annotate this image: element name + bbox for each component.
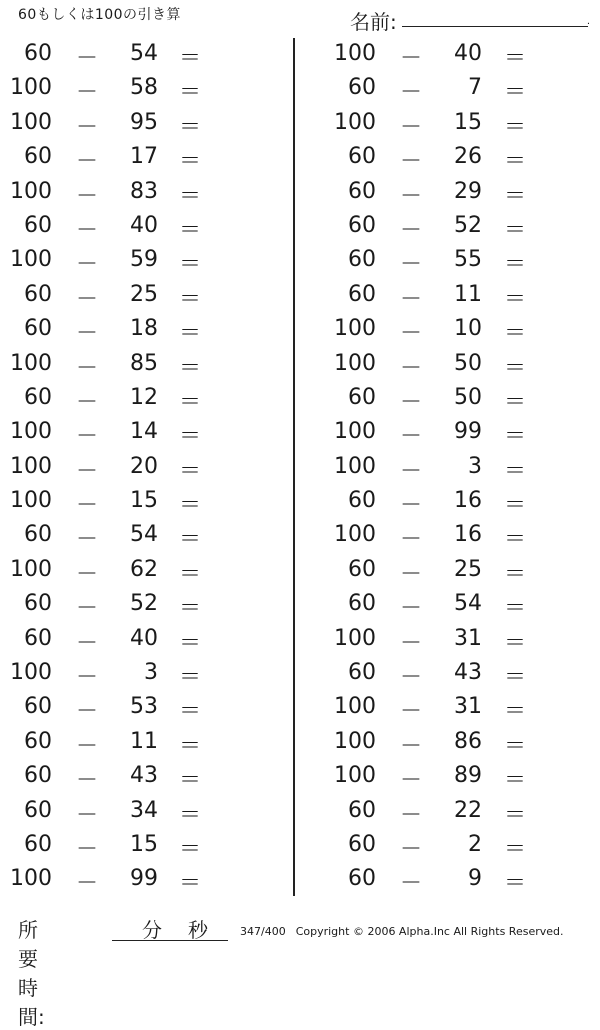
minuend: 60: [24, 212, 52, 238]
problem-row: [0, 243, 290, 277]
minus-sign: －: [76, 183, 99, 209]
minuend: 60: [24, 522, 52, 548]
minuend: 100: [334, 625, 376, 651]
seconds-unit: 秒: [188, 918, 208, 942]
equals-sign: ＝: [503, 183, 526, 209]
minuend: 100: [334, 453, 376, 479]
problem-row: [0, 725, 290, 759]
minuend: 100: [334, 109, 376, 135]
subtrahend: 18: [130, 316, 158, 342]
equals-sign: ＝: [178, 252, 201, 278]
problem-row: [0, 140, 290, 174]
minuend: 60: [348, 831, 376, 857]
minuend: 100: [10, 109, 52, 135]
equals-sign: ＝: [178, 46, 201, 71]
time-label: 所要時間:: [18, 918, 45, 1029]
problem-row: [300, 690, 600, 724]
name-underline[interactable]: [402, 26, 588, 27]
problem-row: [0, 381, 290, 415]
minus-sign: －: [76, 527, 99, 553]
subtrahend: 17: [130, 144, 158, 170]
problem-row: [300, 312, 600, 346]
subtrahend: 10: [454, 316, 482, 342]
equals-sign: ＝: [503, 527, 526, 553]
subtrahend: 85: [130, 350, 158, 376]
subtrahend: 43: [130, 763, 158, 789]
minutes-unit: 分: [142, 918, 162, 942]
time-underline[interactable]: [112, 940, 228, 941]
problem-row: [300, 450, 600, 484]
minuend: 60: [24, 144, 52, 170]
minus-sign: －: [400, 527, 423, 553]
equals-sign: ＝: [178, 561, 201, 587]
equals-sign: ＝: [503, 424, 526, 450]
problem-row: [0, 759, 290, 793]
minuend: 60: [24, 763, 52, 789]
subtrahend: 62: [130, 556, 158, 582]
subtrahend: 25: [454, 556, 482, 582]
minus-sign: －: [400, 321, 423, 347]
minuend: 60: [24, 316, 52, 342]
equals-sign: ＝: [178, 286, 201, 312]
minus-sign: －: [76, 321, 99, 347]
equals-sign: ＝: [503, 733, 526, 759]
problem-row: [300, 484, 600, 518]
subtrahend: 54: [130, 41, 158, 66]
minus-sign: －: [76, 217, 99, 243]
subtrahend: 31: [454, 694, 482, 720]
minus-sign: －: [76, 630, 99, 656]
minuend: 100: [334, 316, 376, 342]
subtrahend: 99: [454, 419, 482, 445]
equals-sign: ＝: [503, 217, 526, 243]
equals-sign: ＝: [178, 665, 201, 691]
minuend: 100: [334, 41, 376, 66]
problem-row: [300, 37, 600, 71]
subtrahend: 3: [468, 453, 482, 479]
equals-sign: ＝: [178, 802, 201, 828]
minus-sign: －: [76, 665, 99, 691]
subtrahend: 52: [454, 212, 482, 238]
minus-sign: －: [76, 596, 99, 622]
subtrahend: 14: [130, 419, 158, 445]
minus-sign: －: [400, 286, 423, 312]
problem-row: [0, 587, 290, 621]
problem-row: [300, 862, 600, 896]
page-number: 347/400: [240, 925, 286, 938]
subtrahend: 40: [454, 41, 482, 66]
equals-sign: ＝: [503, 561, 526, 587]
minuend: 60: [24, 41, 52, 66]
minuend: 100: [10, 350, 52, 376]
subtrahend: 40: [130, 212, 158, 238]
minus-sign: －: [76, 699, 99, 725]
subtrahend: 9: [468, 866, 482, 892]
minus-sign: －: [76, 871, 99, 897]
minuend: 100: [10, 419, 52, 445]
footer-info: [240, 925, 564, 938]
equals-sign: ＝: [503, 80, 526, 106]
subtrahend: 95: [130, 109, 158, 135]
equals-sign: ＝: [503, 836, 526, 862]
minus-sign: －: [76, 802, 99, 828]
subtrahend: 20: [130, 453, 158, 479]
minuend: 60: [348, 178, 376, 204]
subtrahend: 3: [144, 660, 158, 686]
problem-row: [300, 794, 600, 828]
minus-sign: －: [76, 46, 99, 71]
column-divider: [293, 38, 295, 896]
minus-sign: －: [76, 424, 99, 450]
equals-sign: ＝: [503, 355, 526, 381]
minuend: 60: [348, 247, 376, 273]
problem-row: [0, 347, 290, 381]
minuend: 60: [348, 488, 376, 514]
equals-sign: ＝: [503, 493, 526, 519]
subtrahend: 16: [454, 522, 482, 548]
minus-sign: －: [400, 836, 423, 862]
minuend: 60: [348, 556, 376, 582]
minuend: 100: [334, 694, 376, 720]
minus-sign: －: [76, 286, 99, 312]
subtrahend: 12: [130, 384, 158, 410]
problem-row: [300, 725, 600, 759]
minuend: 60: [348, 591, 376, 617]
problem-row: [300, 209, 600, 243]
problem-row: [0, 656, 290, 690]
minuend: 60: [24, 384, 52, 410]
minus-sign: －: [400, 596, 423, 622]
minus-sign: －: [76, 493, 99, 519]
subtrahend: 11: [130, 728, 158, 754]
subtrahend: 34: [130, 797, 158, 823]
subtrahend: 89: [454, 763, 482, 789]
subtrahend: 40: [130, 625, 158, 651]
equals-sign: ＝: [503, 699, 526, 725]
problem-row: [0, 828, 290, 862]
minuend: 60: [348, 281, 376, 307]
problem-row: [0, 312, 290, 346]
minus-sign: －: [400, 561, 423, 587]
problem-row: [300, 553, 600, 587]
problem-row: [300, 622, 600, 656]
equals-sign: ＝: [503, 871, 526, 897]
minus-sign: －: [400, 768, 423, 794]
problem-row: [0, 71, 290, 105]
minus-sign: －: [76, 733, 99, 759]
minuend: 60: [24, 625, 52, 651]
problem-row: [0, 553, 290, 587]
problem-row: [300, 243, 600, 277]
minuend: 100: [10, 178, 52, 204]
problem-row: [0, 175, 290, 209]
minus-sign: －: [400, 424, 423, 450]
equals-sign: ＝: [178, 217, 201, 243]
minuend: 60: [24, 831, 52, 857]
problem-row: [0, 862, 290, 896]
subtrahend: 16: [454, 488, 482, 514]
problem-row: [0, 690, 290, 724]
subtrahend: 2: [468, 831, 482, 857]
subtrahend: 54: [454, 591, 482, 617]
equals-sign: ＝: [178, 80, 201, 106]
equals-sign: ＝: [503, 768, 526, 794]
equals-sign: ＝: [178, 149, 201, 175]
minuend: 60: [348, 660, 376, 686]
subtrahend: 50: [454, 384, 482, 410]
minus-sign: －: [400, 355, 423, 381]
problem-row: [300, 587, 600, 621]
minus-sign: －: [400, 699, 423, 725]
equals-sign: ＝: [178, 768, 201, 794]
problem-row: [0, 278, 290, 312]
subtrahend: 50: [454, 350, 482, 376]
problem-row: [300, 347, 600, 381]
problem-row: [300, 175, 600, 209]
equals-sign: ＝: [178, 321, 201, 347]
subtrahend: 7: [468, 75, 482, 101]
subtrahend: 54: [130, 522, 158, 548]
subtrahend: 53: [130, 694, 158, 720]
minuend: 100: [10, 488, 52, 514]
problem-row: [300, 140, 600, 174]
minuend: 100: [10, 453, 52, 479]
minus-sign: －: [76, 561, 99, 587]
minuend: 100: [334, 728, 376, 754]
equals-sign: ＝: [178, 630, 201, 656]
subtrahend: 26: [454, 144, 482, 170]
equals-sign: ＝: [503, 321, 526, 347]
minuend: 100: [10, 247, 52, 273]
minuend: 60: [24, 797, 52, 823]
minus-sign: －: [400, 802, 423, 828]
equals-sign: ＝: [503, 630, 526, 656]
subtrahend: 86: [454, 728, 482, 754]
problem-row: [0, 209, 290, 243]
equals-sign: ＝: [178, 836, 201, 862]
minus-sign: －: [76, 114, 99, 140]
problem-row: [300, 828, 600, 862]
problem-row: [300, 518, 600, 552]
name-label: 名前:: [350, 10, 397, 34]
minus-sign: －: [76, 836, 99, 862]
minuend: 60: [348, 75, 376, 101]
problem-row: [300, 415, 600, 449]
equals-sign: ＝: [178, 183, 201, 209]
minus-sign: －: [76, 458, 99, 484]
minuend: 100: [10, 556, 52, 582]
equals-sign: ＝: [178, 871, 201, 897]
minuend: 60: [24, 728, 52, 754]
subtrahend: 15: [454, 109, 482, 135]
equals-sign: ＝: [503, 286, 526, 312]
equals-sign: ＝: [178, 458, 201, 484]
minuend: 100: [10, 75, 52, 101]
minus-sign: －: [76, 355, 99, 381]
minuend: 100: [10, 866, 52, 892]
equals-sign: ＝: [178, 733, 201, 759]
left-problem-column: [0, 37, 290, 897]
equals-sign: ＝: [503, 114, 526, 140]
subtrahend: 83: [130, 178, 158, 204]
minus-sign: －: [400, 114, 423, 140]
minuend: 60: [24, 281, 52, 307]
equals-sign: ＝: [178, 424, 201, 450]
subtrahend: 15: [130, 488, 158, 514]
subtrahend: 29: [454, 178, 482, 204]
minus-sign: －: [400, 665, 423, 691]
equals-sign: ＝: [503, 665, 526, 691]
equals-sign: ＝: [178, 114, 201, 140]
minus-sign: －: [400, 217, 423, 243]
minuend: 100: [334, 350, 376, 376]
problem-row: [0, 794, 290, 828]
problem-row: [300, 381, 600, 415]
equals-sign: ＝: [178, 355, 201, 381]
minuend: 100: [334, 763, 376, 789]
minus-sign: －: [400, 630, 423, 656]
subtrahend: 22: [454, 797, 482, 823]
equals-sign: ＝: [503, 458, 526, 484]
minus-sign: －: [400, 80, 423, 106]
minuend: 100: [334, 522, 376, 548]
subtrahend: 55: [454, 247, 482, 273]
minus-sign: －: [400, 46, 423, 71]
minus-sign: －: [76, 389, 99, 415]
minuend: 60: [348, 212, 376, 238]
problem-row: [300, 278, 600, 312]
equals-sign: ＝: [178, 699, 201, 725]
minus-sign: －: [400, 389, 423, 415]
problem-row: [0, 518, 290, 552]
problem-row: [300, 759, 600, 793]
equals-sign: ＝: [503, 46, 526, 71]
worksheet-title: 60もしくは100の引き算: [18, 7, 182, 23]
subtrahend: 25: [130, 281, 158, 307]
equals-sign: ＝: [503, 389, 526, 415]
subtrahend: 43: [454, 660, 482, 686]
problem-row: [0, 622, 290, 656]
minus-sign: －: [400, 733, 423, 759]
minus-sign: －: [400, 183, 423, 209]
problem-row: [0, 484, 290, 518]
minus-sign: －: [400, 149, 423, 175]
problem-row: [300, 656, 600, 690]
equals-sign: ＝: [178, 596, 201, 622]
minus-sign: －: [400, 458, 423, 484]
minuend: 60: [24, 694, 52, 720]
subtrahend: 52: [130, 591, 158, 617]
subtrahend: 11: [454, 281, 482, 307]
minuend: 100: [334, 419, 376, 445]
subtrahend: 58: [130, 75, 158, 101]
minuend: 60: [348, 384, 376, 410]
name-field[interactable]: [350, 6, 590, 34]
minus-sign: －: [76, 252, 99, 278]
copyright-text: Copyright © 2006 Alpha.Inc All Rights Reserved.: [295, 925, 564, 938]
problem-row: [0, 106, 290, 140]
equals-sign: ＝: [503, 596, 526, 622]
minus-sign: －: [400, 871, 423, 897]
subtrahend: 15: [130, 831, 158, 857]
subtrahend: 31: [454, 625, 482, 651]
minuend: 60: [348, 144, 376, 170]
problem-row: [0, 37, 290, 71]
minus-sign: －: [76, 149, 99, 175]
minuend: 100: [10, 660, 52, 686]
minus-sign: －: [400, 493, 423, 519]
problem-row: [0, 450, 290, 484]
minuend: 60: [24, 591, 52, 617]
equals-sign: ＝: [178, 527, 201, 553]
minuend: 60: [348, 797, 376, 823]
minus-sign: －: [76, 768, 99, 794]
minus-sign: －: [76, 80, 99, 106]
minus-sign: －: [400, 252, 423, 278]
equals-sign: ＝: [178, 493, 201, 519]
equals-sign: ＝: [178, 389, 201, 415]
equals-sign: ＝: [503, 149, 526, 175]
equals-sign: ＝: [503, 252, 526, 278]
subtrahend: 59: [130, 247, 158, 273]
name-dot: .: [586, 16, 590, 27]
equals-sign: ＝: [503, 802, 526, 828]
minuend: 60: [348, 866, 376, 892]
problem-row: [300, 71, 600, 105]
right-problem-column: [300, 37, 600, 897]
subtrahend: 99: [130, 866, 158, 892]
problem-row: [300, 106, 600, 140]
problem-row: [0, 415, 290, 449]
